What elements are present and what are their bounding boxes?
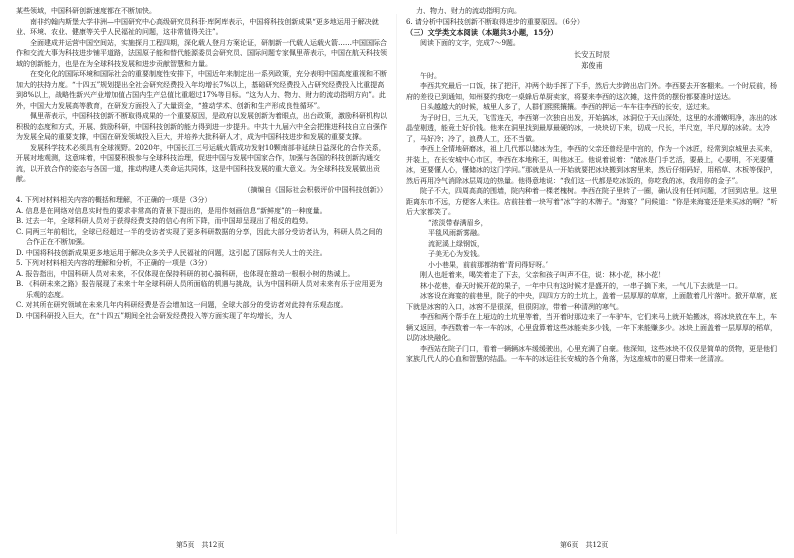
question-5-option-d-continued: 力、物力、财力的流动指明方向。 — [416, 7, 521, 15]
story-paragraph: 李西共究最后一口饭，抹了把汗，冲两个助手挥了下手，然后大步跨出店门外。李西要去开客棚来。一个时辰前，杨府的差役已到通知，知州要约我吃一桌蜂后单厨卖家，将要来李西的这次摊，这件货的摆份都要准时送达。 — [406, 82, 777, 101]
poem-line: 平毯风雨新雾融。 — [428, 229, 484, 237]
question-4-stem: 4. 下列对材料相关内容的概括和理解，不正确的一项是（3分） — [16, 196, 212, 204]
question-4-option-a: A. 信息是在网络对信息实时性的要求非常高的背景下提出的，是用作刻画信息“新鲜度”的一种度量。 — [16, 206, 327, 215]
story-paragraph: 李西上全情地研磨冰，祖上几代都以储冰为生，李西的父亲还曾经是中宫的，作为一个冰匠，经常到京城里去买来，并装上，在长安城中心市区，李西在本地称王，叫他冰王。他说着说着：“储冰是门手艺活，要最上，心要明，不光要懂冰，更要懂人心，懂储冰的这门学问。”那就是从一开始就要把冰块搬到冰窖里来，然后仔细码好，用稻草、木板等保护，然后再用冷气消除冰层周边的热量。他得意地说：“我们这一代都是吃冰饭的，你吃我的冰，我用你的金子”。 — [406, 145, 778, 185]
question-5-option-a: A. 报告指出，中国科研人员对未来，不仅体现在保持科研的初心搞科研，也体现在推动一根根小树的热诚上。 — [16, 269, 355, 278]
right-column — [406, 6, 778, 365]
paragraph: 某些领域，中国科研创新速度都在不断加快。 — [16, 7, 156, 15]
question-4-option-b: B. 过去一年，全球科研人员对于获得经费支持的信心有所下降，而中国却呈现出了相反的趋势。 — [16, 217, 313, 225]
story-paragraph: 李西站在院子门口，看着一辆辆冰车缓缓驶出，心里充满了自豪。他深知，这些冰块不仅仅是简单的货物，更是他们家族几代人的心血和智慧的结晶。一车车的冰运往长安城的各个角落，为这座城市的夏日带来一丝清凉。 — [406, 344, 777, 363]
question-6: 6. 请分析中国科技创新不断取得进步的重要原因。（6分） — [406, 17, 584, 26]
question-4-option-c: C. 同两三年前相比，全球已经超过一半的受访者实现了更多科研数据的分享，因此大部分受访者认为，科研人员之间的合作正在不断加强。 — [16, 227, 383, 246]
poem-line: 流泥溪上绿钢饭， — [428, 239, 484, 248]
story-paragraph: 日头越越大的时候，城里人多了，人群们熙熙攘攘。李西的押运一车车往李西的长安，送过来。 — [420, 103, 714, 111]
paragraph: 发展科学技术必须具有全球视野。2020年，中国长江三号运载火箭成功发射10颗南部非延续日益深化的合作关系，开展对地观测，这意味着，中国要积极参与全球科技治理，促进中国与发展中国家合作，加强与各国的科技创新沟通交流，以开放合作的姿态与各国一道，推动构建人类命运共同体，这是中国科技发展的重大意义。为全球科技发展做出贡献。 — [16, 143, 386, 183]
column-divider — [396, 14, 397, 534]
story-paragraph: 午时。 — [420, 71, 441, 80]
story-paragraph: 李西和两个帮手在上垭边的土坑里等着，当开着时那边来了一车驴车，它们来马上就开始搬冰，将冰块放在车上，车辆又返回，李西数着一车一车的冰，心里盘算着这些冰能卖多少钱，一年下来能赚多少。冰块上面盖着一层厚厚的稻草，以防冰块融化。 — [406, 313, 777, 342]
paragraph: 全面建成并运营中国空间站，实施探月工程四期，深化载人登月方案论证，研制新一代载人运载火箭……中国国际合作和交流大事为科技进步铺平道路，法国原子能和替代能源委员会研究员、国际问题专家佩里蒂表示，中国在航天科技领域的创新能力，也是在为全球科技发展和进步贡献智慧和力量。 — [16, 38, 387, 68]
source-citation: （摘编自《国际社会积极评价中国科技创新》） — [243, 185, 387, 194]
story-title: 长安五时辰 — [574, 49, 610, 59]
story-paragraph: 院子不大，四周高高的围墙，院内种着一棵老槐树。李西在院子里转了一圈，确认没有任何问题，才回到店里。这里距离东市不远，方便客人来往。店前挂着一块写着“冰”字的木牌子。“海宴？”问候道：“你是来海宴还是来买冰的啊？”听后大家都笑了。 — [406, 187, 778, 216]
poem-line: 子美无心为发钱。 — [428, 250, 484, 258]
question-5-option-d: D. 中国科研投入巨大，在“十四五”期间全社会研发经费投入等方面实现了年均增长，为人 — [16, 311, 292, 320]
paragraph: 佩里蒂表示，中国科技创新不断取得成果的一个重要原因，是政府以发展创新为着眼点，出台政策，激励科研机构以积极的态度和方式，开展、鼓励科研，中国科技创新的能力得到进一步提升。中共十九届六中全会把推进科技自立自强作为发展全局的重要支撑，中国在研发领域投入巨大，并培养大批科研人才，成为中国科技进步和发展的重要支撑。 — [16, 112, 387, 141]
page-number-left: 第5页 共12页 — [176, 541, 225, 549]
question-5-stem: 5. 下列对材料相关内容的理解和分析，不正确的一项是（3分） — [16, 259, 212, 267]
story-paragraph: 为子时日，三九天，飞雪连天，李西第一次独自出发，开始搞冰，冰洞位于天山深处，这里的水滑嫩明净，冻出的冰晶莹剔透，能竟土好价钱。他来在洞里找到最厚最硬的冰，一块块切下来，切成一尺长，半尺宽，半尺厚的冰砖。太冷了，马好冷；冷了，浪费人工，还不当做。 — [406, 113, 777, 143]
paragraph: 在变化化的国际环境和国际社会的重要制度性安排下，中国近年来制定出一系列政策，充分表明中国高度重视和不断加大的扶持力度。“十四五”规划提出全社会研究经费投入年均增长7%以上，基础研究经费投入占研究经费投入比重提高到8%以上，战略性新兴产业增加值占国内生产总值比重超过17%等目标。“这为人力、物力、财力的流动指明方向”。此外，中国大力发展高等教育，在研发方面投入了大量资金，“推动学术、创新和生产形成良性循环”。 — [16, 70, 387, 110]
story-paragraph: 冰客设在海宴的前巷里，院子的中央，四四方方的土坑上，盖着一层厚厚的草席，上面散着几片落叶。掀开草席，底下就是冰窖的入口，冰窖不是很深，但很阴凉，带着一种清冽的寒气。 — [406, 292, 777, 311]
reading-instruction: 阅读下面的文字，完成7～9题。 — [420, 39, 520, 47]
question-5-option-b: B. 《科研未来之路》报告展现了未来十年全球科研人员所面临的机遇与挑战，认为中国科研人员对未来有乐于应用更为乐观的态度。 — [16, 280, 383, 299]
section-heading: （三）文学类文本阅读（本题共3小题，15分） — [406, 28, 558, 37]
question-4-option-d: D. 中国将科技创新成果更多地运用于解决众多关乎人民福祉的问题，这引起了国际有关人士的关注。 — [16, 248, 327, 257]
poem-line: “浓淡带春满眉乡， — [428, 218, 488, 227]
paragraph: 南非约翰内斯堡大学非洲—中国研究中心高级研究员科菲·库阿库表示，中国将科技创新成果“更多地运用于解决就业、环境、农业、健康等关乎人民福祉的问题，这非常值得关注”。 — [16, 17, 379, 36]
story-paragraph: 林小花巷，春天时候开花的果子，一年中只有这时候才是盛开的，一串子摘下来，一气儿下去就是一口。 — [420, 281, 742, 290]
story-author: 郑俊甫 — [581, 60, 603, 70]
question-5-option-c: C. 对其所在研究领域在未来几年内科研经费是否会增加这一问题，全球大部分的受访者对此持有乐观态度。 — [16, 301, 348, 309]
story-paragraph: 刚人也赶着来，喝笑着走了下去，父亲和孩子叫声不住，说：林小花，林小花！ — [420, 271, 665, 279]
poem-line: 小小巷果，前前那都纳着‘青问得好呀。’ — [428, 260, 548, 269]
page-number-right: 第6页 共12页 — [560, 541, 609, 549]
left-column — [16, 6, 387, 321]
